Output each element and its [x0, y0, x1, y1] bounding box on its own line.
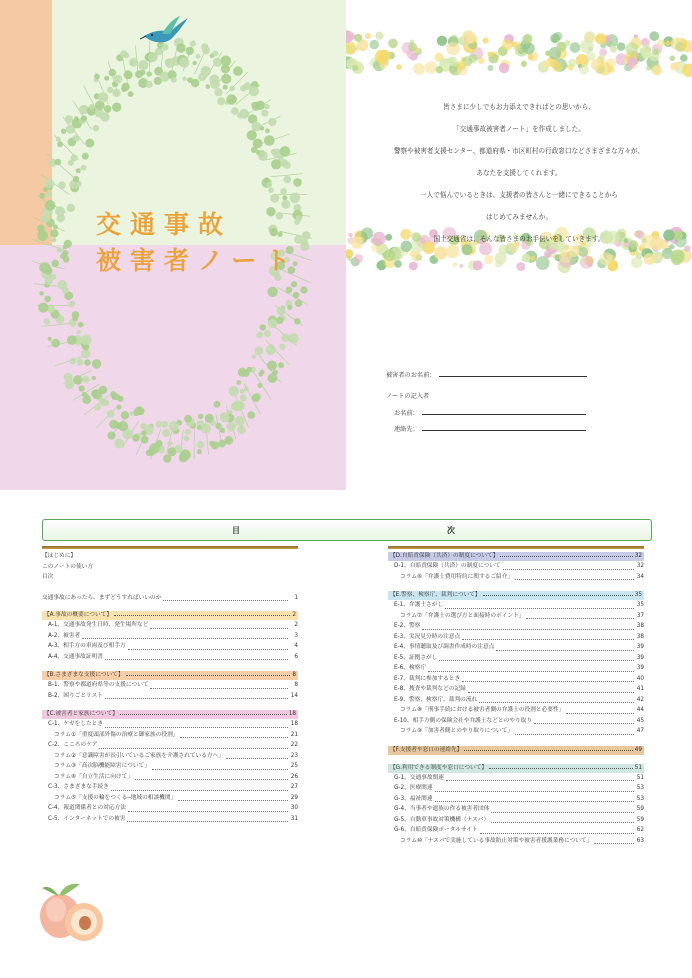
toc-row[interactable]: G-3、福祉関連 53	[394, 795, 644, 802]
toc-section-header[interactable]: 【A.事故の概要について】 2	[44, 612, 296, 618]
toc-row[interactable]: A-2、被害者 3	[48, 632, 298, 639]
toc-row[interactable]: E-2、警察 38	[394, 623, 644, 629]
toc-row[interactable]: C-4、報道関係者との対応方法 30	[48, 805, 298, 811]
toc-row[interactable]: E-1、弁護士さがし 35	[394, 602, 644, 608]
toc-rule	[42, 546, 298, 549]
toc-left-column	[42, 546, 298, 824]
toc-header-bar	[42, 519, 652, 541]
toc-row[interactable]: G-4、当事者や遺族の作る被害者団体 59	[394, 806, 644, 812]
toc-row[interactable]: E-9、警察、検察庁、裁判の流れ 42	[394, 696, 644, 703]
toc-row[interactable]: E-10、相手方側の保険会社や弁護士などとのやり取り 45	[394, 717, 644, 724]
toc-row[interactable]: コラム⑩「ナスバで実施している事故防止対策や被害者援護業務について」 63	[400, 837, 644, 844]
floral-garland-top	[346, 28, 692, 78]
toc-left-sections	[42, 611, 298, 824]
peach-fruit-icon	[36, 876, 108, 944]
message-line: 一人で悩んでいるときは、支援者の皆さんと一緒にできることから	[420, 191, 618, 199]
toc-row[interactable]: E-7、裁判に参加するとき 40	[394, 675, 644, 682]
message-line: 国土交通省は、そんな皆さまのお手伝いをしていきます。	[433, 235, 605, 243]
cover-title-line2: 被害者ノート	[96, 246, 300, 275]
toc-row[interactable]: E-4、事情聴取及び調書作成時の注意点 39	[394, 644, 644, 650]
toc-row[interactable]: G-2、医療関連 53	[394, 785, 644, 791]
toc-row[interactable]: B-1、警察や都道府県等の支援について 8	[48, 682, 298, 688]
toc-contents[interactable]: 目次	[42, 574, 54, 580]
toc-section-header[interactable]: 【B.さまざまな支援について】 8	[44, 672, 296, 678]
toc-row[interactable]: コラム⑧「刑事手続における被害者側の弁護士の役割と必要性」 44	[400, 707, 644, 713]
toc-row[interactable]: C-2、こころのケア 22	[48, 742, 298, 748]
toc-row[interactable]: コラム⑦「弁護士の選び方と面接時のポイント」 37	[400, 612, 644, 619]
toc-section-header[interactable]: 【D.自賠責保険（共済）の制度について】 32	[390, 553, 642, 559]
toc-row[interactable]: 交通事故にあったら、まずどうすればいいのか 1	[42, 594, 298, 601]
toc-rule	[388, 546, 644, 549]
hummingbird-icon	[140, 14, 190, 54]
victim-name-field[interactable]	[439, 369, 587, 377]
toc-row[interactable]: G-1、交通事故関連 51	[394, 774, 644, 781]
toc-heading-right: 次	[447, 526, 455, 535]
toc-row[interactable]: B-2、困りごとリスト 14	[48, 692, 298, 699]
message-line: 「交通事故被害者ノート」を作成しました。	[453, 125, 585, 133]
toc-row[interactable]: E-8、捜査や裁判などの記録 41	[394, 686, 644, 692]
message-text	[352, 96, 686, 250]
toc-intro: 【はじめに】	[42, 553, 77, 559]
toc-row[interactable]: E-5、証拠さがし 39	[394, 654, 644, 661]
cover-title-line1: 交通事故	[96, 210, 233, 239]
toc-row[interactable]: A-4、交通事故証明書 6	[48, 653, 298, 660]
message-line: 警察や被害者支援センター、都道府県・市区町村の行政窓口などさまざまな方々が、	[393, 147, 645, 155]
toc-row[interactable]: E-6、検察庁 39	[394, 665, 644, 671]
victim-name-label: 被害者のお名前：	[386, 372, 436, 379]
writer-name-row	[394, 407, 586, 417]
victim-name-row	[386, 369, 587, 379]
writer-contact-label: 連絡先：	[394, 426, 419, 433]
toc-row[interactable]: C-1、ケガをしたとき 18	[48, 721, 298, 727]
writer-name-field[interactable]	[422, 407, 586, 415]
toc-row[interactable]: コラム⑥「弁護士費用特約に関するご紹介」 34	[400, 573, 644, 580]
writer-label: ノートの記入者	[386, 393, 430, 400]
toc-right-column	[388, 546, 644, 846]
toc-heading-left: 目	[232, 526, 240, 535]
toc-section-header[interactable]: 【C.被害者と家族について】 18	[44, 711, 296, 717]
toc-row[interactable]: コラム④「自立生活に向けて」 26	[54, 773, 298, 780]
writer-contact-row	[394, 423, 586, 433]
toc-row[interactable]: コラム③「高次脳機能障害について」 25	[54, 763, 298, 769]
toc-section-header[interactable]: 【G.利用できる制度や窓口について】 51	[390, 764, 642, 771]
message-line: はじめてみませんか。	[486, 213, 552, 221]
toc-row[interactable]: G-5、自動車事故対策機構（ナスバ） 59	[394, 816, 644, 823]
toc-row[interactable]: C-5、インターネットでの被害 31	[48, 815, 298, 822]
toc-section-header[interactable]: 【E.警察、検察庁、裁判について】 35	[390, 592, 642, 598]
toc-row[interactable]: C-3、さまざまな手続き 27	[48, 784, 298, 790]
toc-row[interactable]: A-1、交通事故発生日時、発生場所など 2	[48, 622, 298, 628]
toc-howto[interactable]: このノートの使い方	[42, 563, 94, 570]
writer-name-label: お名前：	[394, 410, 419, 417]
toc-right-sections	[388, 552, 644, 846]
message-line: あなたを支援してくれます。	[476, 169, 562, 177]
writer-contact-field[interactable]	[422, 423, 586, 431]
toc-section-header[interactable]: 【F.支援者や窓口の連絡先】 49	[390, 746, 642, 753]
toc-row[interactable]: コラム⑤「支援の輪をつくる─地域の相談機関」 29	[54, 794, 298, 801]
toc-row[interactable]: コラム②「意識障害が長引いているご家族を介護されている方へ」 23	[54, 752, 298, 759]
toc-row[interactable]: G-6、自賠責保険ポータルサイト 62	[394, 827, 644, 833]
toc-row[interactable]: E-3、実況見分時の注意点 38	[394, 633, 644, 640]
toc-row[interactable]: D-1、自賠責保険（共済）の制度について 32	[394, 563, 644, 569]
message-line: 皆さまに少しでもお力添えできればとの思いから、	[443, 103, 595, 111]
toc-row[interactable]: コラム⑨「加害者側とのやり取りについて」 47	[400, 728, 644, 734]
toc-row[interactable]: A-3、相手方の車両及び相手方 4	[48, 643, 298, 649]
toc-row[interactable]: コラム①「重度頭部外傷の治療と御家族の役割」 21	[54, 731, 298, 738]
